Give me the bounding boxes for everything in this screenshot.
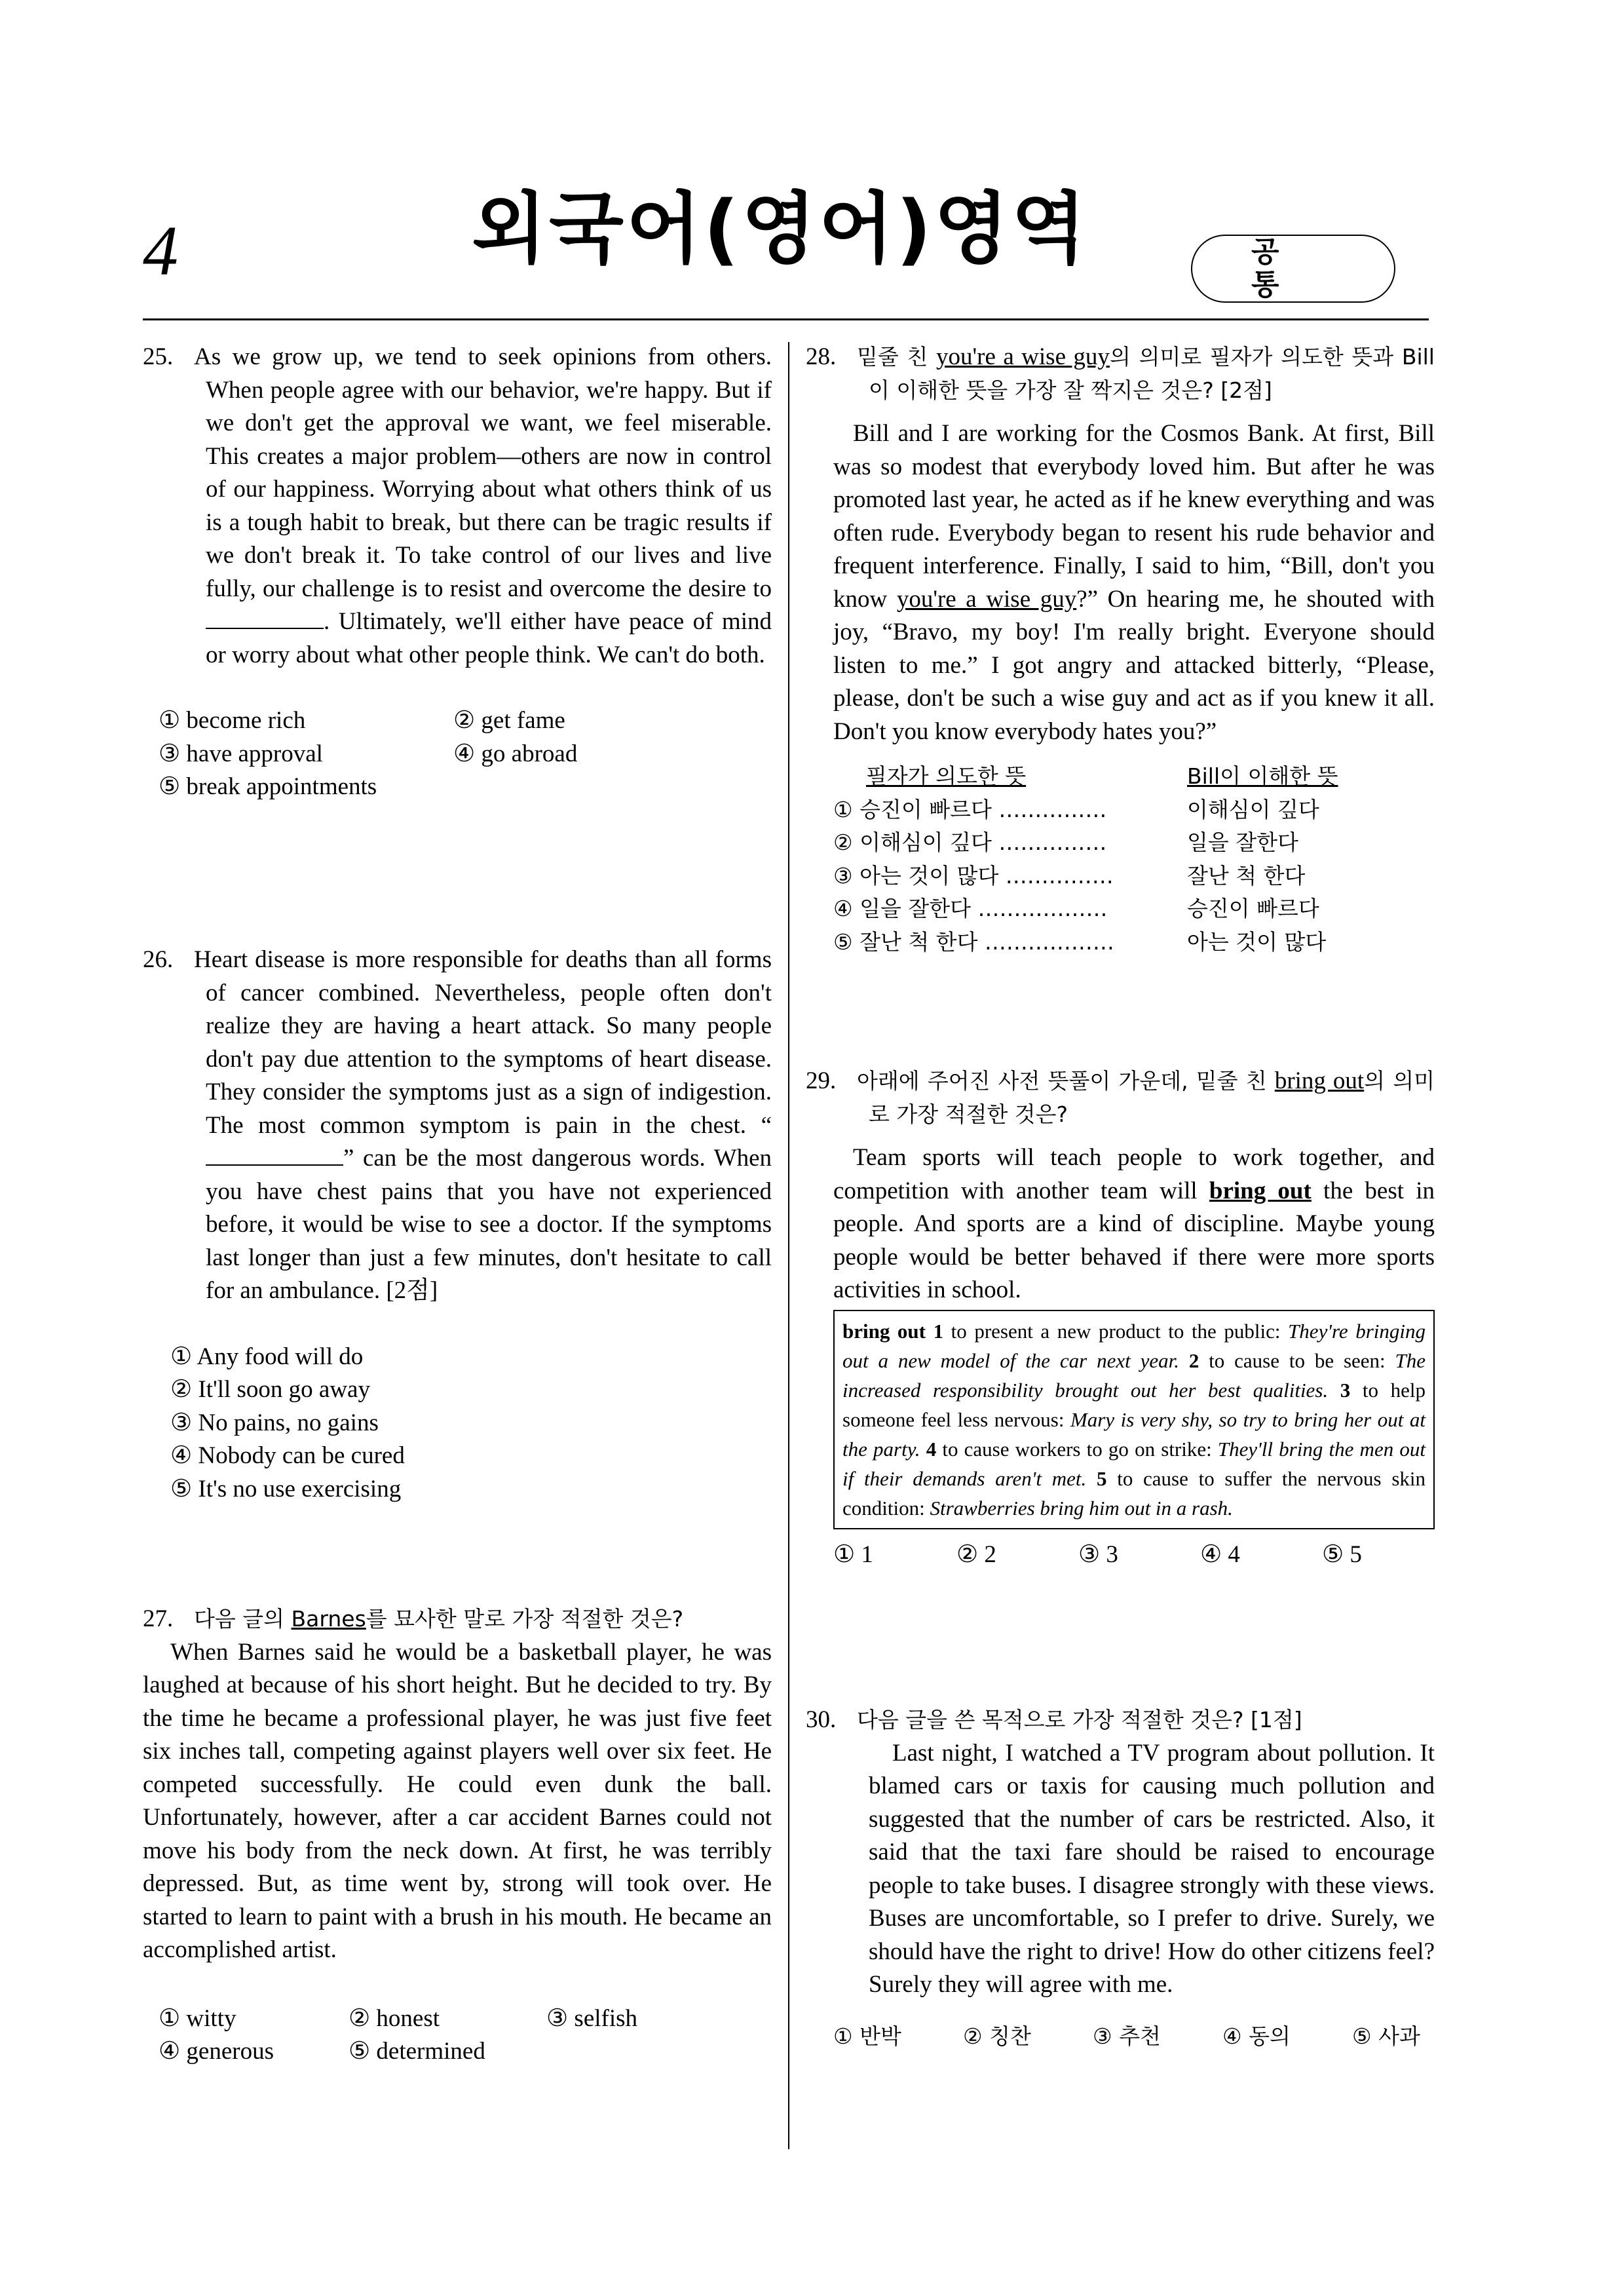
q29-stem-underline: bring out [1274,1067,1365,1094]
q29-stem-post: 의 의미로 가장 적절한 것은? [869,1068,1435,1127]
q29-dict-def-1: to present a new product to the public: [943,1319,1289,1343]
q29-dict-num-4: 4 [926,1437,937,1461]
q29-dict-num-2: 2 [1188,1349,1199,1372]
q29-dict-num-3: 3 [1340,1378,1351,1402]
q29-passage-underline: bring out [1209,1177,1312,1204]
question-28 [806,341,1435,959]
q28-col-head-right: Bill이 이해한 뜻 [1187,763,1338,789]
q29-dict-example-2: The increased responsibility brought out her best qualities. [842,1349,1426,1402]
q27-stem-post: 를 묘사한 말로 가장 적절한 것은? [366,1606,684,1632]
q30-option-4[interactable]: ④ 동의 [1222,2023,1291,2049]
q29-passage [806,1141,1435,1307]
q26-number: 26. [143,946,174,973]
q26-option-2[interactable]: ② It'll soon go away [170,1376,370,1403]
page-number: 4 [143,212,178,290]
q28-option-1-right: 이해심이 깊다 [1187,796,1319,822]
q30-option-3[interactable]: ③ 추천 [1093,2023,1161,2049]
q28-passage-post: ?” On hearing me, he shouted with joy, “Bravo, my boy! I'm really bright. Everyone should listen to me.” I got angry and attacked bitterly, “Please, please, don't be such a wise guy and act as if you knew it all. Don't you know everybody hates you?” [833,585,1435,745]
q27-number: 27. [143,1605,174,1632]
common-badge [1191,235,1395,303]
q29-number: 29. [806,1067,837,1094]
q28-option-2-left: ② 이해심이 깊다 …………… [833,830,1107,855]
header-rule [143,318,1429,320]
q25-option-1[interactable]: ① become rich [159,707,306,734]
q28-option-3-right: 잘난 척 한다 [1187,862,1306,889]
q26-text-2: ” can be the most dangerous words. When you have chest pains that you have not experienced before, it would be wise to see a doctor. If the symptoms last longer than just a few minutes, don't hesitate to call for an ambulance. [2점] [206,1145,772,1304]
q29-dict-def-4: to cause workers to go on strike: [936,1437,1218,1461]
q30-number: 30. [806,1706,837,1733]
q29-option-1[interactable]: ① 1 [833,1540,873,1568]
q28-option-5-left: ⑤ 잘난 척 한다 ……………… [833,928,1114,955]
q27-passage: When Barnes said he would be a basketball player, he was laughed at because of his short height. But he decided to try. By the time he became a professional player, he was just five feet six inches tall, competing against players well over six feet. He competed successfully. He could even dunk the ball. Unfortunately, however, after a car accident Barnes could not move his body from the neck down. At first, he was terribly depressed. But, as time went by, strong will took over. He started to learn to paint with a brush in his mouth. He became an accomplished artist. [143,1638,772,1963]
q29-stem [806,1065,1435,1131]
q28-option-5-right: 아는 것이 많다 [1187,928,1327,955]
q29-dict-def-3: to help someone feel less nervous: [842,1378,1426,1431]
q30-option-5[interactable]: ⑤ 사과 [1352,2023,1420,2049]
q30-stem-text: 다음 글을 쓴 목적으로 가장 적절한 것은? [1점] [857,1707,1302,1732]
column-divider [788,342,789,2149]
q28-option-5[interactable] [833,926,1435,959]
q25-option-4[interactable]: ④ go abroad [453,740,578,767]
q30-passage: Last night, I watched a TV program about pollution. It blamed cars or taxis for causing much pollution and suggested that the number of cars be restricted. Also, it said that the taxi fare should be raised to encourage people to take buses. I disagree strongly with these views. Buses are uncomfortable, so I prefer to drive. Surely, we should have the right to drive! How do other citizens feel? Surely they will agree with me. [869,1739,1435,1998]
q27-option-2[interactable]: ② honest [349,2004,440,2032]
q30-stem [806,1704,1435,1737]
q29-dict-num-5: 5 [1097,1466,1107,1490]
q26-blank [206,1145,343,1166]
q30-option-2[interactable]: ② 칭찬 [963,2023,1031,2049]
exam-title: 외국어(영어)영역 [472,183,1089,274]
q28-stem [806,341,1435,407]
q25-text-1: As we grow up, we tend to seek opinions from others. When people agree with our behavior, we're happy. But if we don't get the approval we want, we feel miserable. This creates a major problem—others are now in control of our happiness. Worrying about what others think of us is a tough habit to break, but there can be tragic results if we don't break it. To take control of our lives and live fully, our challenge is to resist and overcome the desire to [194,343,772,602]
q28-answer-table [806,760,1435,959]
q29-passage-post: the best in people. And sports are a kind of discipline. Maybe young people would be better behaved if there were more sports activities in school. [833,1177,1435,1303]
badge-label: 공 통 [1251,235,1338,301]
q28-stem-underline: you're a wise guy [935,343,1110,370]
q27-option-4[interactable]: ④ generous [159,2038,274,2065]
question-25 [143,341,772,804]
q26-text-1: Heart disease is more responsible for deaths than all forms of cancer combined. Nevertheless, people often don't realize they are having a heart attack. So many people don't pay due attention to the symptoms of heart disease. They consider the symptoms just as a sign of indigestion. The most common symptom is pain in the chest. “ [194,946,772,1139]
q25-blank [206,608,324,629]
q29-dict-def-2: to cause to be seen: [1199,1349,1395,1372]
q28-option-4-right: 승진이 빠르다 [1187,896,1319,921]
q25-option-2[interactable]: ② get fame [453,707,565,734]
q28-number: 28. [806,343,837,370]
q29-option-5[interactable]: ⑤ 5 [1322,1540,1362,1568]
q30-options [806,2020,1435,2054]
q26-option-4[interactable]: ④ Nobody can be cured [170,1442,405,1469]
q29-stem-pre: 아래에 주어진 사전 뜻풀이 가운데, 밑줄 친 [857,1068,1275,1094]
q28-stem-post: 의 의미로 필자가 의도한 뜻과 Bill이 이해한 뜻을 가장 잘 짝지은 것은? [2점] [869,344,1435,403]
question-27 [143,1603,772,2069]
q26-options [143,1341,772,1506]
q27-option-3[interactable]: ③ selfish [546,2004,638,2032]
q28-stem-pre: 밑줄 친 [857,344,936,370]
q28-option-4-left: ④ 일을 잘한다 ……………… [833,896,1108,921]
q25-option-5[interactable]: ⑤ break appointments [159,773,377,800]
question-29 [806,1065,1435,1571]
q26-option-3[interactable]: ③ No pains, no gains [170,1409,379,1436]
q28-option-1[interactable] [833,794,1435,827]
question-30 [806,1704,1435,2053]
q29-dict-example-3: Mary is very shy, so try to bring her out at the party. [842,1407,1426,1461]
q29-dict-example-4: They'll bring the men out if their demands aren't met. [842,1437,1426,1490]
q28-passage-pre: Bill and I are working for the Cosmos Bank. At first, Bill was so modest that everybody loved him. But after he was promoted last year, he acted as if he knew everything and was often rude. Everybody began to resent his rude behavior and frequent interference. Finally, I said to him, “Bill, don't you know [833,420,1435,613]
q29-dictionary-box [833,1310,1435,1529]
q29-dict-head: bring out 1 [842,1319,944,1343]
q29-options [806,1539,1435,1572]
q29-dict-example-5: Strawberries bring him out in a rash. [930,1496,1233,1520]
q28-option-1-left: ① 승진이 빠르다 …………… [833,796,1107,822]
q25-option-3[interactable]: ③ have approval [159,740,323,767]
q25-passage [143,341,772,672]
q27-stem [143,1603,772,1636]
q25-text-2: . Ultimately, we'll either have peace of mind or worry about what other people think. We can't do both. [206,608,772,668]
q27-stem-pre: 다음 글의 [194,1606,292,1632]
q29-dict-example-1: They're bringing out a new model of the car next year. [842,1319,1426,1372]
question-26 [143,944,772,1506]
q25-options [143,704,772,804]
q29-option-4[interactable]: ④ 4 [1200,1540,1240,1568]
q27-option-1[interactable]: ① witty [159,2004,236,2032]
q28-option-4[interactable] [833,892,1435,926]
q29-passage-pre: Team sports will teach people to work together, and competition with another team will [833,1144,1435,1204]
q29-dict-def-5: to cause to suffer the nervous skin condition: [842,1466,1426,1520]
q28-passage [806,417,1435,748]
q29-option-2[interactable]: ② 2 [956,1540,996,1568]
q25-number: 25. [143,343,174,370]
q28-passage-underline: you're a wise guy [896,585,1077,613]
q27-option-5[interactable]: ⑤ determined [349,2038,485,2065]
q26-option-5[interactable]: ⑤ It's no use exercising [170,1475,402,1502]
q30-option-1[interactable]: ① 반박 [833,2023,901,2049]
q27-stem-underline: Barnes [291,1606,366,1632]
q28-option-3-left: ③ 아는 것이 많다 …………… [833,862,1114,889]
q26-passage [143,944,772,1308]
q28-option-2[interactable] [833,826,1435,860]
q27-options [143,2002,772,2069]
q28-option-3[interactable] [833,860,1435,893]
q28-col-head-left: 필자가 의도한 뜻 [866,763,1027,789]
q28-option-2-right: 일을 잘한다 [1187,830,1298,855]
q26-option-1[interactable]: ① Any food will do [170,1343,364,1370]
q29-option-3[interactable]: ③ 3 [1078,1540,1118,1568]
